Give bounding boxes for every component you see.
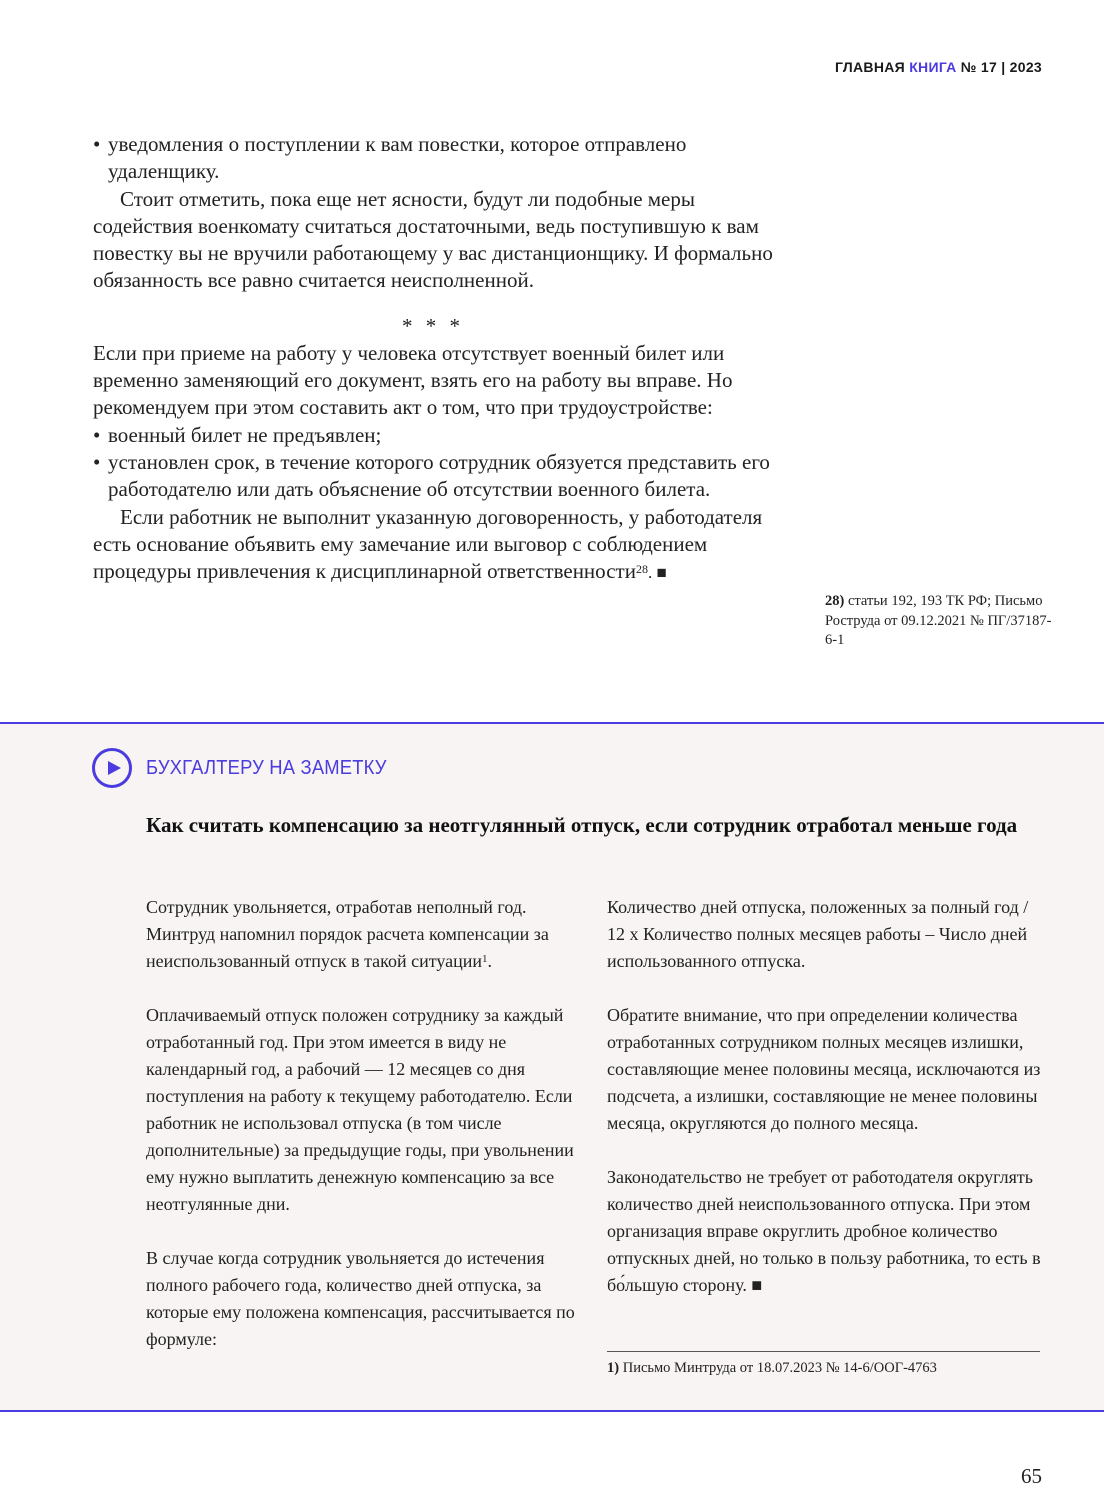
paragraph: Стоит отметить, пока еще нет ясности, будут ли подобные меры содействия военкомату считаться достаточными, ведь поступившую к вам повестку вы не вручили работающему у вас дистанционщику. И формально обязанность все равно считается неисполненной. (93, 186, 773, 293)
paragraph (146, 894, 586, 975)
box-column-left (146, 894, 586, 1380)
header-accent: КНИГА (909, 59, 957, 75)
paragraph: Законодательство не требует от работодателя округлять количество дней неиспользованного отпуска. При этом организация вправе округлить дробное количество отпускных дней, но только в пользу работника, то есть в бо́льшую сторону. ■ (607, 1167, 1041, 1295)
list-item: • военный билет не предъявлен; (93, 422, 773, 449)
box-footnote (607, 1359, 937, 1378)
header-title: ГЛАВНАЯ (834, 59, 910, 75)
side-footnote (825, 592, 1055, 651)
footnote-number: 1) (607, 1360, 620, 1376)
play-triangle-icon (108, 761, 121, 775)
box-title: Как считать компенсацию за неотгулянный отпуск, если сотрудник отработал меньше года (146, 813, 1018, 837)
footnote-divider (607, 1351, 1040, 1352)
footnote-text: статьи 192, 193 ТК РФ; Письмо Роструда от 09.12.2021 № ПГ/37187-6-1 (825, 593, 1052, 648)
end-mark: . ■ (647, 563, 667, 583)
magazine-header (835, 59, 1042, 75)
paragraph-text: Сотрудник увольняется, отработав неполный год. Минтруд напомнил порядок расчета компенсации за неиспользованный отпуск в такой ситуации (146, 897, 549, 971)
paragraph: Обратите внимание, что при определении количества отработанных сотрудником полных месяцев излишки, составляющие менее половины месяца, исключаются из подсчета, а излишки, составляющие не менее половины месяца, округляются до полного месяца. (607, 1005, 1041, 1133)
footnote-text: Письмо Минтруда от 18.07.2023 № 14-6/ООГ-4763 (619, 1360, 937, 1376)
footnote-ref[interactable]: 28 (635, 562, 648, 577)
list-item: • уведомления о поступлении к вам повестки, которое отправлено удаленщику. (93, 131, 773, 186)
paragraph: В случае когда сотрудник увольняется до истечения полного рабочего года, количество дней отпуска, за которые ему положена компенсация, рассчитывается по формуле: (146, 1248, 575, 1349)
page-number: 65 (1021, 1464, 1042, 1488)
list-item: • установлен срок, в течение которого сотрудник обязуется представить его работодателю или дать объяснение об отсутствии военного билета. (93, 449, 773, 504)
header-issue: № 17 | 2023 (956, 59, 1042, 75)
paragraph: Если при приеме на работу у человека отсутствует военный билет или временно заменяющий его документ, взять его на работу вы вправе. Но рекомендуем при этом составить акт о том, что при трудоустройстве: (93, 340, 733, 420)
paragraph-end: . (487, 951, 493, 971)
paragraph-text: Если работник не выполнит указанную договоренность, у работодателя есть основание объявить ему замечание или выговор с соблюдением процедуры привлечения к дисциплинарной ответственности (93, 504, 763, 584)
paragraph: Количество дней отпуска, положенных за полный год / 12 х Количество полных месяцев работы – Число дней использованного отпуска. (607, 897, 1029, 971)
section-separator: * * * (402, 313, 464, 338)
bullet-list-top (93, 131, 773, 186)
box-column-right (607, 894, 1047, 1326)
paragraph (93, 504, 773, 587)
footnote-ref[interactable]: 1 (482, 953, 488, 965)
box-label: БУХГАЛТЕРУ НА ЗАМЕТКУ (146, 757, 387, 779)
footnote-number: 28) (825, 593, 845, 609)
bullet-list (93, 422, 773, 504)
paragraph: Оплачиваемый отпуск положен сотруднику за каждый отработанный год. При этом имеется в виду не календарный год, а рабочий — 12 месяцев со дня поступления на работу к текущему работодателю. Если работник не использовал отпуска (в том числе дополнительные) за предыдущие годы, при увольнении ему нужно выплатить денежную компенсацию за все неотгулянные дни. (146, 1005, 574, 1214)
play-circle-icon (92, 748, 132, 788)
main-article (93, 131, 773, 586)
